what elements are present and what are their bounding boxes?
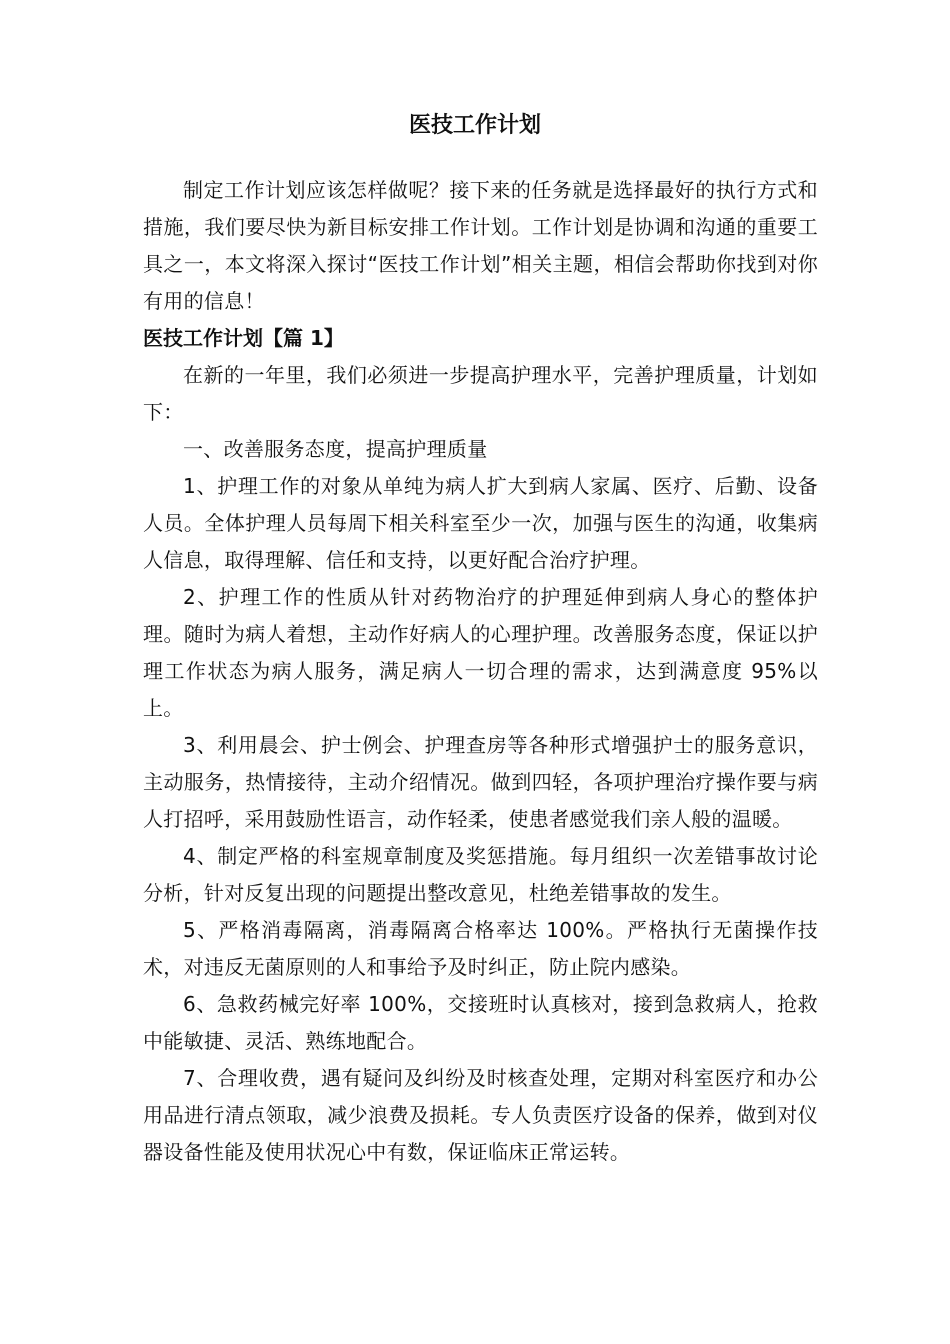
body-paragraph: 4、制定严格的科室规章制度及奖惩措施。每月组织一次差错事故讨论分析，针对反复出现的问题提出整改意见，杜绝差错事故的发生。 [143, 844, 818, 905]
section-heading: 医技工作计划【篇 1】 [143, 326, 344, 350]
body-paragraph: 7、合理收费，遇有疑问及纠纷及时核查处理，定期对科室医疗和办公用品进行清点领取，减少浪费及损耗。专人负责医疗设备的保养，做到对仪器设备性能及使用状况心中有数，保证临床正常运转。 [143, 1066, 818, 1164]
page-title: 医技工作计划 [408, 113, 541, 138]
body-paragraph: 2、护理工作的性质从针对药物治疗的护理延伸到病人身心的整体护理。随时为病人着想，主动作好病人的心理护理。改善服务态度，保证以护理工作状态为病人服务，满足病人一切合理的需求，达到满意度 95%以上。 [143, 585, 818, 720]
document-body [143, 172, 818, 1171]
body-paragraph: 6、急救药械完好率 100%，交接班时认真核对，接到急救病人，抢救中能敏捷、灵活、熟练地配合。 [143, 992, 818, 1053]
body-paragraph: 3、利用晨会、护士例会、护理查房等各种形式增强护士的服务意识，主动服务，热情接待，主动介绍情况。做到四轻，各项护理治疗操作要与病人打招呼，采用鼓励性语言，动作轻柔，使患者感觉我们亲人般的温暖。 [143, 733, 818, 831]
intro-paragraph: 制定工作计划应该怎样做呢？接下来的任务就是选择最好的执行方式和措施，我们要尽快为新目标安排工作计划。工作计划是协调和沟通的重要工具之一，本文将深入探讨“医技工作计划”相关主题，相信会帮助你找到对你有用的信息！ [143, 178, 818, 313]
subheading-paragraph: 一、改善服务态度，提高护理质量 [183, 437, 488, 461]
body-paragraph: 在新的一年里，我们必须进一步提高护理水平，完善护理质量，计划如下： [143, 363, 818, 424]
body-paragraph: 5、严格消毒隔离，消毒隔离合格率达 100%。严格执行无菌操作技术，对违反无菌原则的人和事给予及时纠正，防止院内感染。 [143, 918, 818, 979]
body-paragraph: 1、护理工作的对象从单纯为病人扩大到病人家属、医疗、后勤、设备人员。全体护理人员每周下相关科室至少一次，加强与医生的沟通，收集病人信息，取得理解、信任和支持，以更好配合治疗护理。 [143, 474, 818, 572]
